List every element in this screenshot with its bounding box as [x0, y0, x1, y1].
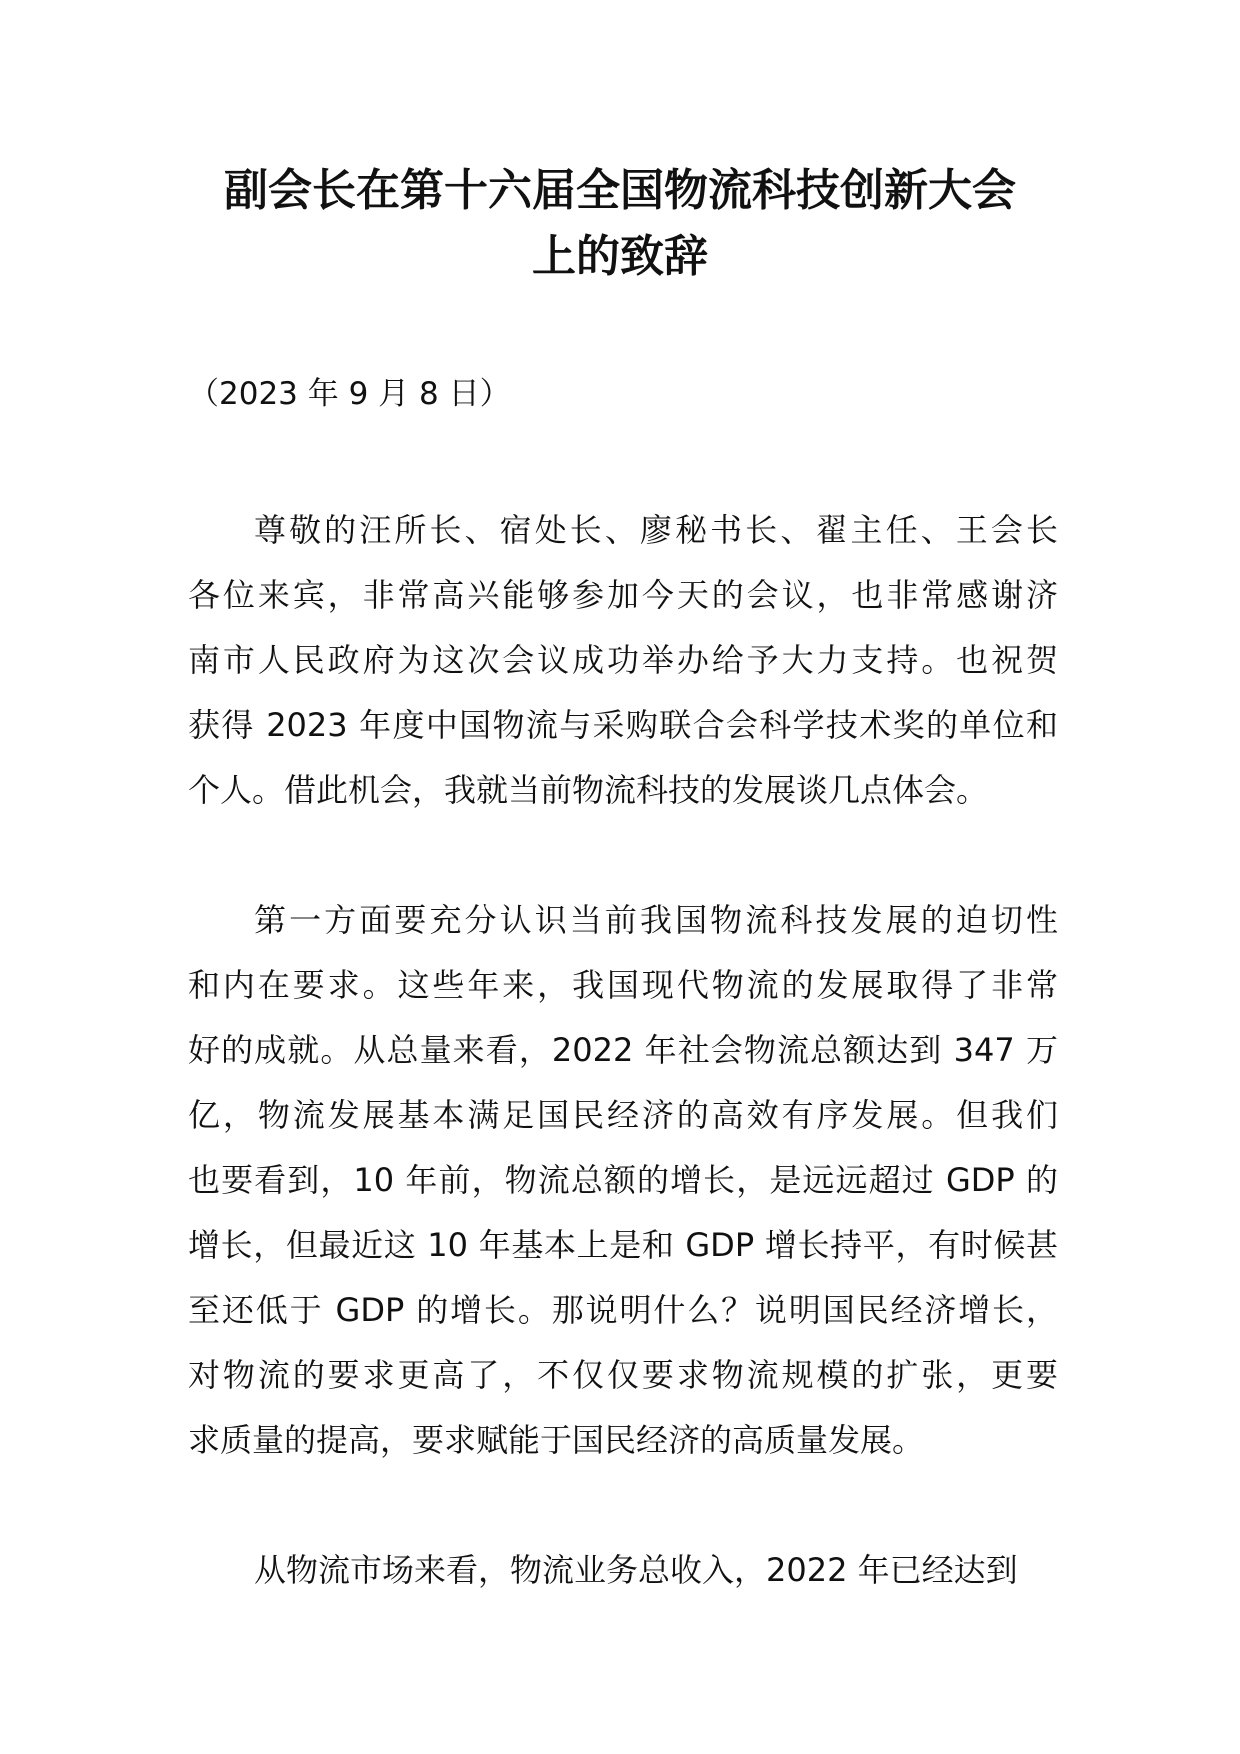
paragraph-line: 和内在要求。这些年来，我国现代物流的发展取得了非常 — [188, 966, 1058, 1004]
paragraph-line: 获得 2023 年度中国物流与采购联合会科学技术奖的单位和 — [188, 706, 1058, 744]
paragraph-line: 个人。借此机会，我就当前物流科技的发展谈几点体会。 — [188, 771, 989, 809]
paragraph-2 — [188, 888, 1058, 1473]
paragraph-line: 增长，但最近这 10 年基本上是和 GDP 增长持平，有时候甚 — [188, 1226, 1058, 1264]
title-line-1: 副会长在第十六届全国物流科技创新大会 — [224, 165, 1016, 216]
paragraph-line: 对物流的要求更高了，不仅仅要求物流规模的扩张，更要 — [188, 1356, 1058, 1394]
title-line-2: 上的致辞 — [532, 231, 708, 282]
paragraph-1 — [188, 498, 1058, 823]
paragraph-line: 尊敬的汪所长、宿处长、廖秘书长、翟主任、王会长 — [254, 511, 1058, 549]
paragraph-line: 第一方面要充分认识当前我国物流科技发展的迫切性 — [254, 901, 1058, 939]
document-title — [150, 158, 1090, 290]
document-date: （2023 年 9 月 8 日） — [188, 376, 511, 412]
paragraph-line: 也要看到，10 年前，物流总额的增长，是远远超过 GDP 的 — [188, 1161, 1058, 1199]
paragraph-line: 从物流市场来看，物流业务总收入，2022 年已经达到 — [254, 1551, 1018, 1589]
paragraph-line: 亿，物流发展基本满足国民经济的高效有序发展。但我们 — [188, 1096, 1058, 1134]
paragraph-line: 求质量的提高，要求赋能于国民经济的高质量发展。 — [188, 1421, 925, 1459]
document-body — [188, 498, 1058, 1668]
paragraph-3 — [188, 1538, 1058, 1603]
paragraph-line: 各位来宾，非常高兴能够参加今天的会议，也非常感谢济 — [188, 576, 1058, 614]
paragraph-line: 南市人民政府为这次会议成功举办给予大力支持。也祝贺 — [188, 641, 1058, 679]
paragraph-line: 至还低于 GDP 的增长。那说明什么？说明国民经济增长， — [188, 1291, 1058, 1329]
paragraph-line: 好的成就。从总量来看，2022 年社会物流总额达到 347 万 — [188, 1031, 1058, 1069]
